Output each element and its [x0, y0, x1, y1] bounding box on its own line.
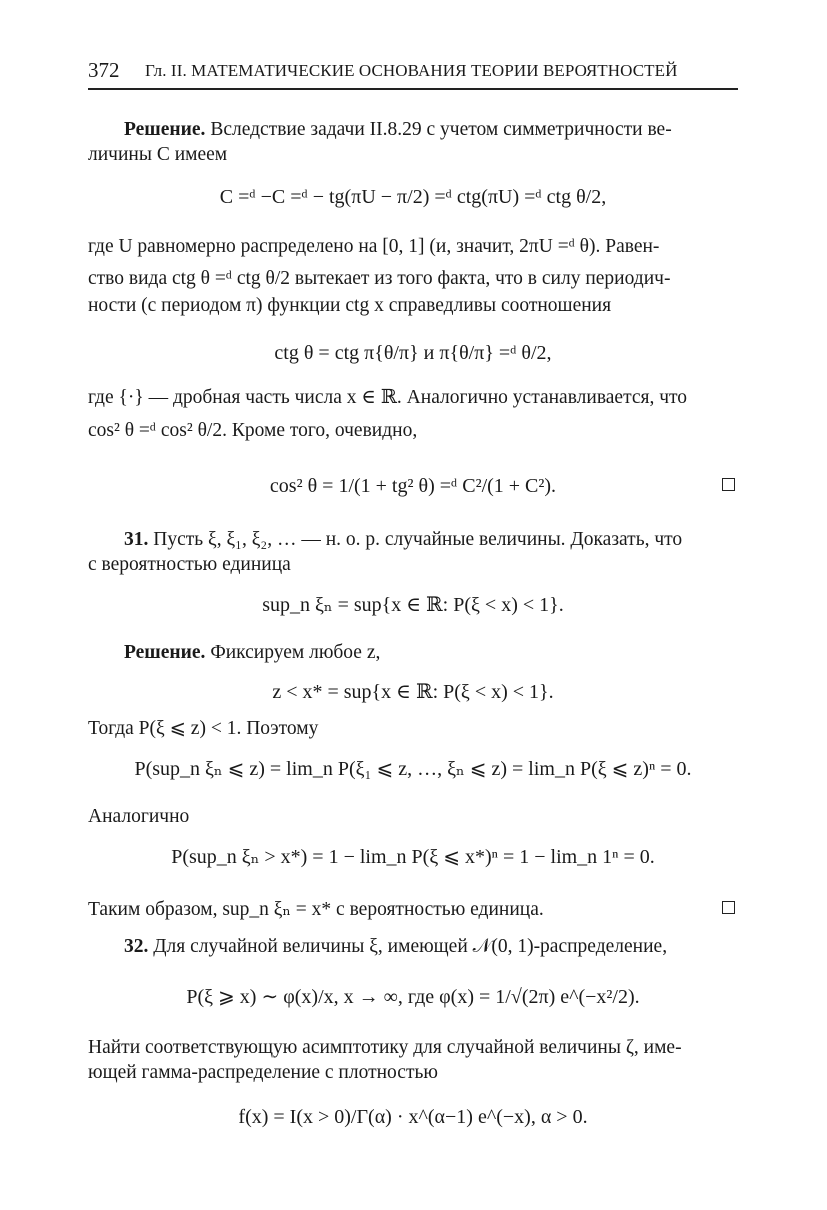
paragraph-line: cos² θ =ᵈ cos² θ/2. Кроме того, очевидно, — [88, 420, 418, 441]
equation: f(x) = I(x > 0)/Γ(α) · x^(α−1) e^(−x), α > 0. — [238, 1106, 588, 1128]
running-header — [88, 58, 738, 90]
text: Пусть ξ, ξ₁, ξ₂, … — н. о. р. случайные величины. Доказать, что — [153, 529, 683, 550]
paragraph-line: где {·} — дробная часть числа x ∈ ℝ. Аналогично устанавливается, что — [88, 387, 688, 408]
paragraph-line: ство вида ctg θ =ᵈ ctg θ/2 вытекает из того факта, что в силу периодич- — [88, 268, 671, 289]
qed-square — [722, 901, 735, 914]
paragraph-line: Найти соответствующую асимптотику для случайной величины ζ, име- — [88, 1037, 682, 1058]
paragraph-line: Таким образом, sup_n ξₙ = x* с вероятностью единица. — [88, 899, 544, 920]
problem-number: 32. — [124, 936, 149, 957]
equation: sup_n ξₙ = sup{x ∈ ℝ: P(ξ < x) < 1}. — [262, 594, 564, 616]
paragraph-line — [88, 528, 774, 552]
equation: cos² θ = 1/(1 + tg² θ) =ᵈ C²/(1 + C²). — [269, 475, 557, 497]
qed-square — [722, 478, 735, 491]
paragraph-line — [88, 641, 774, 665]
running-title: Гл. II. МАТЕМАТИЧЕСКИЕ ОСНОВАНИЯ ТЕОРИИ ВЕРОЯТНОСТЕЙ — [145, 61, 678, 80]
equation: C =ᵈ −C =ᵈ − tg(πU − π/2) =ᵈ ctg(πU) =ᵈ ctg θ/2, — [219, 186, 607, 208]
paragraph-line — [88, 118, 774, 142]
problem-number: 31. — [124, 529, 149, 550]
solution-label: Решение. — [124, 642, 206, 663]
equation: P(ξ ⩾ x) ∼ φ(x)/x, x → ∞, где φ(x) = 1/√(2π) e^(−x²/2). — [186, 986, 640, 1008]
text: Для случайной величины ξ, имеющей 𝒩(0, 1)-распределение, — [153, 936, 668, 957]
paragraph-line: с вероятностью единица — [88, 554, 291, 575]
equation: P(sup_n ξₙ ⩽ z) = lim_n P(ξ₁ ⩽ z, …, ξₙ ⩽ z) = lim_n P(ξ ⩽ z)ⁿ = 0. — [134, 758, 692, 780]
paragraph-line: ности (с периодом π) функции ctg x справедливы соотношения — [88, 295, 612, 316]
paragraph-line: личины C имеем — [88, 144, 228, 165]
equation: P(sup_n ξₙ > x*) = 1 − lim_n P(ξ ⩽ x*)ⁿ = 1 − lim_n 1ⁿ = 0. — [171, 846, 655, 868]
paragraph-line: ющей гамма-распределение с плотностью — [88, 1062, 438, 1083]
paragraph-line — [88, 935, 774, 959]
equation: z < x* = sup{x ∈ ℝ: P(ξ < x) < 1}. — [272, 681, 554, 703]
solution-label: Решение. — [124, 119, 206, 140]
page-number: 372 — [88, 58, 120, 82]
text: Вследствие задачи II.8.29 с учетом симметричности ве- — [210, 119, 672, 140]
equation: ctg θ = ctg π{θ/π} и π{θ/π} =ᵈ θ/2, — [274, 342, 552, 364]
paragraph-line: где U равномерно распределено на [0, 1] (и, значит, 2πU =ᵈ θ). Равен- — [88, 236, 660, 257]
paragraph-line: Аналогично — [88, 806, 190, 827]
paragraph-line: Тогда P(ξ ⩽ z) < 1. Поэтому — [88, 718, 319, 739]
text: Фиксируем любое z, — [210, 642, 381, 663]
